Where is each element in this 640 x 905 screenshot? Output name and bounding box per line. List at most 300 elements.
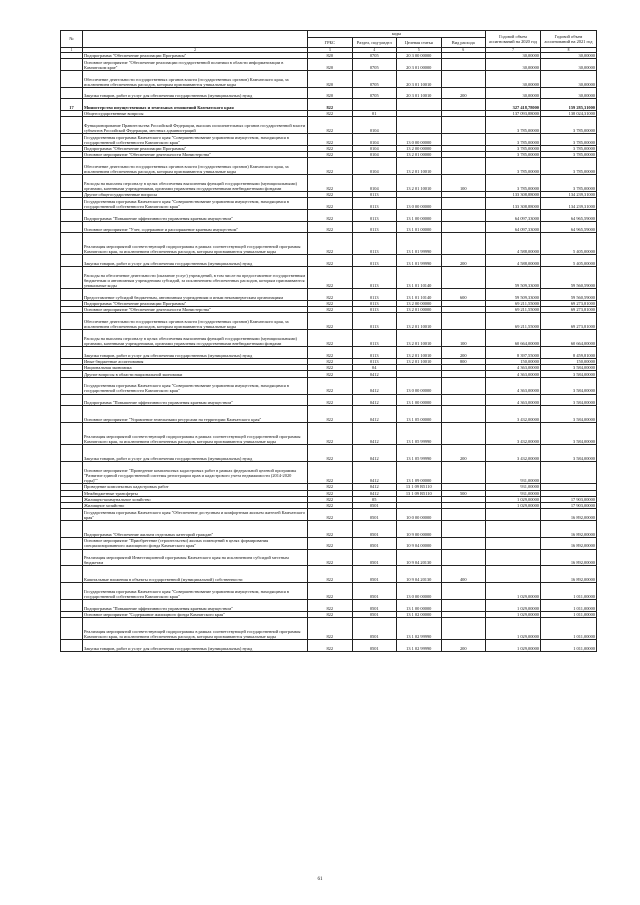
row-name: Обеспечение деятельности государственных органов власти (государственных органов) Камчатского края, за исключением обеспеченных расходов, которым присваиваются уникальные коды	[83, 313, 308, 330]
row-grbs: 822	[308, 233, 353, 255]
row-name: Подпрограмма "Повышение эффективности управления краевым имуществом"	[83, 600, 308, 612]
row-amount-2021: 60 664,00000	[541, 330, 597, 347]
row-amount-2020: 4 363,00000	[486, 394, 541, 406]
row-number	[61, 640, 83, 652]
row-amount-2020: 3 432,00000	[486, 406, 541, 423]
row-target-article: 13 2 01 00000	[397, 307, 442, 313]
row-razdel: 0113	[352, 307, 397, 313]
row-amount-2021: 16 892,00000	[541, 521, 597, 538]
row-amount-2020	[486, 521, 541, 538]
row-grbs: 820	[308, 87, 353, 99]
row-name: Государственная программа Камчатского края "Совершенствование управления имуществом, находящимся в государственной собственности Камчатского края"	[83, 198, 308, 210]
row-razdel: 01	[352, 110, 397, 116]
row-target-article: 13 1 02 99990	[397, 640, 442, 652]
header-razdel: Раздел, под-раздел	[352, 38, 397, 48]
row-grbs: 822	[308, 266, 353, 288]
row-amount-2021: 69 273,81000	[541, 307, 597, 313]
row-razdel: 04	[352, 365, 397, 371]
row-razdel: 0104	[352, 117, 397, 134]
row-expense-type	[441, 521, 486, 538]
row-name: Основное мероприятие "Управление земельными ресурсами на территории Камчатского края"	[83, 406, 308, 423]
row-number	[61, 289, 83, 301]
row-amount-2020: 30,00000	[486, 70, 541, 87]
row-number	[61, 70, 83, 87]
table-row	[61, 600, 597, 612]
row-name: Обеспечение деятельности государственных органов власти (государственных органов) Камчатского края, за исключением обеспеченных расходов, которым присваиваются уникальные коды	[83, 70, 308, 87]
row-name: Подпрограмма "Обеспечение реализации Программы"	[83, 53, 308, 59]
table-row	[61, 152, 597, 158]
row-expense-type	[441, 266, 486, 288]
row-amount-2020: 3 785,00000	[486, 175, 541, 192]
row-name: Основное мероприятие "Обеспечение реализации государственной политики в области информатизации в Камчатском крае"	[83, 59, 308, 71]
row-razdel: 0412	[352, 423, 397, 445]
row-target-article: 13 2 01 00000	[397, 152, 442, 158]
row-amount-2020: 4 363,00000	[486, 371, 541, 377]
row-razdel: 0501	[352, 618, 397, 640]
table-row	[61, 583, 597, 600]
row-expense-type: 600	[441, 289, 486, 301]
row-target-article: 13 1 01 99990	[397, 255, 442, 267]
row-name: Предоставление субсидий бюджетным, автономным учреждениям и иным некоммерческим организациям	[83, 289, 308, 301]
row-grbs: 822	[308, 313, 353, 330]
row-number	[61, 266, 83, 288]
row-amount-2020: 4 588,00000	[486, 255, 541, 267]
row-amount-2021: 3 584,00000	[541, 365, 597, 371]
row-amount-2021: 3 785,00000	[541, 158, 597, 175]
row-razdel: 0113	[352, 358, 397, 364]
row-amount-2020: 3 785,00000	[486, 145, 541, 151]
row-number	[61, 583, 83, 600]
table-row	[61, 70, 597, 87]
row-amount-2021: 3 584,00000	[541, 394, 597, 406]
row-grbs: 822	[308, 117, 353, 134]
row-expense-type: 200	[441, 347, 486, 359]
row-grbs: 822	[308, 611, 353, 617]
row-name: Реализация мероприятий соответствующей подпрограммы в рамках соответствующей государственной программы Камчатского края, за исключением обеспеченных расходов, которым присваиваются уникальные коды	[83, 618, 308, 640]
row-name: Общегосударственные вопросы	[83, 110, 308, 116]
row-grbs: 822	[308, 521, 353, 538]
row-amount-2020: 1 029,00000	[486, 640, 541, 652]
row-number	[61, 462, 83, 484]
table-body	[61, 53, 597, 652]
row-grbs: 822	[308, 371, 353, 377]
row-expense-type: 100	[441, 330, 486, 347]
row-name: Основное мероприятие "Проведение комплексных кадастровых работ в рамках федеральной целевой программы "Развитие единой государственной системы регистрации прав и кадастрового учета недвижимости (2014-2020 годы)""	[83, 462, 308, 484]
column-number: 1	[61, 48, 83, 53]
row-grbs: 822	[308, 484, 353, 490]
row-amount-2021: 134 239,31000	[541, 192, 597, 198]
column-number: 5	[397, 48, 442, 53]
row-amount-2020: 4 363,00000	[486, 365, 541, 371]
table-row	[61, 462, 597, 484]
row-amount-2020: 137 093,88000	[486, 110, 541, 116]
row-grbs: 822	[308, 330, 353, 347]
table-row	[61, 566, 597, 583]
row-name: Подпрограмма "Обеспечение жильем отдельных категорий граждан"	[83, 521, 308, 538]
row-amount-2020	[486, 566, 541, 583]
row-target-article: 13 1 09 R5110	[397, 484, 442, 490]
row-name: Закупка товаров, работ и услуг для обеспечения государственных (муниципальных) нужд	[83, 255, 308, 267]
row-target-article: 20 3 01 00000	[397, 59, 442, 71]
row-expense-type	[441, 313, 486, 330]
table-row	[61, 509, 597, 521]
row-name: Основное мероприятие "Обеспечение деятельности Министерства"	[83, 152, 308, 158]
row-razdel: 0412	[352, 445, 397, 462]
row-number	[61, 87, 83, 99]
row-amount-2020: 1 029,00000	[486, 600, 541, 612]
row-amount-2020: 4 363,00000	[486, 377, 541, 394]
row-amount-2020: 3 785,00000	[486, 134, 541, 146]
row-expense-type: 800	[441, 358, 486, 364]
row-amount-2020: 3 432,00000	[486, 423, 541, 445]
row-amount-2021: 3 584,00000	[541, 445, 597, 462]
table-row	[61, 640, 597, 652]
row-name: Проведение комплексных кадастровых работ	[83, 484, 308, 490]
column-number: 8	[541, 48, 597, 53]
row-amount-2021: 64 965,59000	[541, 221, 597, 233]
row-number	[61, 566, 83, 583]
table-row	[61, 289, 597, 301]
row-target-article: 13 1 01 99990	[397, 233, 442, 255]
row-name: Капитальные вложения в объекты государственной (муниципальной) собственности	[83, 566, 308, 583]
row-grbs: 822	[308, 394, 353, 406]
row-grbs: 822	[308, 490, 353, 496]
row-amount-2020: 64 097,33000	[486, 221, 541, 233]
row-razdel: 0501	[352, 509, 397, 521]
row-expense-type	[441, 221, 486, 233]
row-name: Расходы на выплаты персоналу в целях обеспечения выполнения функций государственными (муниципальными) органами, казенными учреждениями, органами управления государственными внебюджетными фондами	[83, 175, 308, 192]
table-row	[61, 198, 597, 210]
row-name: Государственная программа Камчатского края "Совершенствование управления имуществом, находящимся в государственной собственности Камчатского края"	[83, 134, 308, 146]
row-name: Другие общегосударственные вопросы	[83, 192, 308, 198]
row-razdel: 0104	[352, 158, 397, 175]
row-number	[61, 134, 83, 146]
row-amount-2021: 16 892,00000	[541, 566, 597, 583]
row-amount-2021: 17 903,00000	[541, 496, 597, 502]
table-row	[61, 423, 597, 445]
row-razdel: 0501	[352, 611, 397, 617]
row-razdel: 0412	[352, 462, 397, 484]
row-grbs: 822	[308, 445, 353, 462]
page-number: 61	[317, 877, 323, 882]
row-razdel: 0113	[352, 221, 397, 233]
row-name: Другие вопросы в области национальной экономики	[83, 371, 308, 377]
budget-table	[60, 30, 597, 652]
row-name: Закупка товаров, работ и услуг для обеспечения государственных (муниципальных) нужд	[83, 445, 308, 462]
row-name: Обеспечение деятельности государственных органов власти (государственных органов) Камчатского края, за исключением обеспеченных расходов, которым присваиваются уникальные коды	[83, 158, 308, 175]
table-row	[61, 192, 597, 198]
table-row	[61, 307, 597, 313]
table-row	[61, 300, 597, 306]
row-amount-2020: 3 785,00000	[486, 152, 541, 158]
row-target-article: 13 1 05 99990	[397, 445, 442, 462]
row-expense-type	[441, 583, 486, 600]
row-grbs: 820	[308, 70, 353, 87]
row-amount-2020	[486, 509, 541, 521]
row-grbs: 822	[308, 358, 353, 364]
row-name: Реализация мероприятий соответствующей подпрограммы в рамках соответствующей государственной программы Камчатского края, за исключением обеспеченных расходов, которым присваиваются уникальные коды	[83, 233, 308, 255]
row-grbs: 822	[308, 377, 353, 394]
row-target-article: 13 1 00 00000	[397, 394, 442, 406]
column-number: 4	[352, 48, 397, 53]
row-expense-type: 400	[441, 566, 486, 583]
row-grbs: 822	[308, 503, 353, 509]
table-row	[61, 549, 597, 566]
row-name: Государственная программа Камчатского края "Совершенствование управления имуществом, находящимся в государственной собственности Камчатского края"	[83, 377, 308, 394]
row-target-article: 13 0 00 00000	[397, 198, 442, 210]
row-name: Подпрограмма "Повышение эффективности управления краевым имуществом"	[83, 210, 308, 222]
row-razdel: 0501	[352, 521, 397, 538]
row-razdel: 0113	[352, 300, 397, 306]
row-name: Реализация мероприятий Инвестиционной программы Камчатского края на исключением субсидий местным бюджетам	[83, 549, 308, 566]
row-grbs: 822	[308, 175, 353, 192]
row-amount-2020: 4 588,00000	[486, 233, 541, 255]
row-razdel: 0113	[352, 330, 397, 347]
row-target-article: 13 2 01 10010	[397, 358, 442, 364]
row-amount-2020: 69 211,55000	[486, 300, 541, 306]
row-target-article: 13 2 00 00000	[397, 145, 442, 151]
row-expense-type: 200	[441, 445, 486, 462]
row-target-article	[397, 117, 442, 134]
row-number	[61, 394, 83, 406]
row-target-article: 20 3 01 10010	[397, 87, 442, 99]
row-razdel: 0501	[352, 503, 397, 509]
row-grbs: 822	[308, 145, 353, 151]
row-grbs: 822	[308, 640, 353, 652]
row-grbs: 822	[308, 423, 353, 445]
row-name: Основное мероприятие "Приобретение (строительство) жилых помещений в целях формирования специализированного жилищного фонда Камчатского края"	[83, 537, 308, 549]
row-target-article: 20 3 00 00000	[397, 53, 442, 59]
row-number	[61, 59, 83, 71]
row-amount-2021: 159 285,31000	[541, 99, 597, 111]
row-name: Подпрограмма "Повышение эффективности управления краевым имуществом"	[83, 394, 308, 406]
row-expense-type	[441, 406, 486, 423]
row-target-article	[397, 99, 442, 111]
row-razdel: 0104	[352, 134, 397, 146]
row-amount-2020: 30,00000	[486, 59, 541, 71]
row-amount-2021: 3 584,00000	[541, 377, 597, 394]
row-grbs: 822	[308, 99, 353, 111]
row-target-article: 13 1 02 00000	[397, 611, 442, 617]
row-grbs: 822	[308, 549, 353, 566]
row-amount-2021: 134 239,31000	[541, 198, 597, 210]
row-target-article: 13 1 09 R5110	[397, 490, 442, 496]
row-name: Основное мероприятие "Обеспечение деятельности Министерства"	[83, 307, 308, 313]
column-number: 3	[308, 48, 353, 53]
table-row	[61, 611, 597, 617]
row-target-article: 10 9 04 00000	[397, 537, 442, 549]
row-amount-2021: 3 785,00000	[541, 145, 597, 151]
row-amount-2020: 60 664,00000	[486, 330, 541, 347]
row-amount-2021: 30,00000	[541, 59, 597, 71]
row-expense-type	[441, 117, 486, 134]
row-razdel: 0412	[352, 371, 397, 377]
row-name: Министерство имущественных и земельных отношений Камчатского края	[83, 99, 308, 111]
row-grbs: 822	[308, 255, 353, 267]
row-razdel: 05	[352, 496, 397, 502]
row-amount-2021: 138 024,31000	[541, 110, 597, 116]
row-expense-type	[441, 70, 486, 87]
row-grbs: 822	[308, 462, 353, 484]
row-razdel: 0113	[352, 210, 397, 222]
row-target-article: 13 1 00 00000	[397, 600, 442, 612]
row-expense-type	[441, 377, 486, 394]
row-amount-2020: 931,00000	[486, 484, 541, 490]
row-razdel: 0412	[352, 484, 397, 490]
row-grbs: 822	[308, 210, 353, 222]
row-target-article: 13 1 05 99990	[397, 423, 442, 445]
header-number: №	[61, 31, 83, 48]
row-target-article: 13 0 00 00000	[397, 377, 442, 394]
row-expense-type	[441, 549, 486, 566]
row-target-article: 13 2 01 10010	[397, 330, 442, 347]
table-row	[61, 618, 597, 640]
row-amount-2020: 3 432,00000	[486, 445, 541, 462]
table-row	[61, 87, 597, 99]
row-target-article: 13 1 09 00000	[397, 462, 442, 484]
row-expense-type	[441, 537, 486, 549]
row-amount-2021: 17 903,00000	[541, 503, 597, 509]
row-amount-2020: 69 211,55000	[486, 313, 541, 330]
row-number	[61, 221, 83, 233]
row-target-article: 13 1 02 99990	[397, 618, 442, 640]
row-target-article: 10 0 00 00000	[397, 509, 442, 521]
row-amount-2020: 150,00000	[486, 358, 541, 364]
table-row	[61, 496, 597, 502]
row-amount-2020: 133 308,88000	[486, 198, 541, 210]
row-razdel: 0113	[352, 347, 397, 359]
row-amount-2021: 3 584,00000	[541, 371, 597, 377]
row-name: Закупка товаров, работ и услуг для обеспечения государственных (муниципальных) нужд	[83, 87, 308, 99]
row-target-article: 20 3 01 10010	[397, 70, 442, 87]
row-name: Иные бюджетные ассигнования	[83, 358, 308, 364]
header-codes-group: коды	[308, 31, 486, 38]
row-amount-2020	[486, 549, 541, 566]
column-number: 2	[83, 48, 308, 53]
row-amount-2020: 931,00000	[486, 462, 541, 484]
row-target-article: 13 1 01 10140	[397, 266, 442, 288]
row-razdel	[352, 99, 397, 111]
row-razdel: 0104	[352, 152, 397, 158]
row-number	[61, 600, 83, 612]
row-number	[61, 158, 83, 175]
row-amount-2021: 3 785,00000	[541, 117, 597, 134]
row-razdel: 0412	[352, 394, 397, 406]
row-amount-2021: 30,00000	[541, 53, 597, 59]
row-expense-type	[441, 134, 486, 146]
row-amount-2020: 1 029,00000	[486, 618, 541, 640]
row-amount-2021: 16 892,00000	[541, 509, 597, 521]
table-row	[61, 330, 597, 347]
row-amount-2021: 69 273,81000	[541, 300, 597, 306]
table-row	[61, 221, 597, 233]
table-row	[61, 117, 597, 134]
row-target-article: 13 0 00 00000	[397, 134, 442, 146]
row-razdel: 0113	[352, 198, 397, 210]
row-number	[61, 117, 83, 134]
row-razdel: 0113	[352, 289, 397, 301]
row-expense-type	[441, 618, 486, 640]
row-razdel: 0705	[352, 53, 397, 59]
row-target-article: 13 2 01 10010	[397, 158, 442, 175]
row-target-article: 13 0 00 00000	[397, 583, 442, 600]
row-name: Межбюджетные трансферты	[83, 490, 308, 496]
row-amount-2021: 30,00000	[541, 87, 597, 99]
row-grbs: 822	[308, 289, 353, 301]
row-amount-2021: 3 785,00000	[541, 134, 597, 146]
table-row	[61, 59, 597, 71]
row-name: Закупка товаров, работ и услуг для обеспечения государственных (муниципальных) нужд	[83, 640, 308, 652]
row-razdel: 0705	[352, 70, 397, 87]
row-amount-2021: 1 011,00000	[541, 640, 597, 652]
table-row	[61, 266, 597, 288]
row-amount-2021: 150,00000	[541, 358, 597, 364]
row-number	[61, 537, 83, 549]
table-row	[61, 394, 597, 406]
row-target-article: 13 2 00 00000	[397, 300, 442, 306]
row-number	[61, 198, 83, 210]
table-row	[61, 175, 597, 192]
table-row	[61, 233, 597, 255]
row-expense-type	[441, 99, 486, 111]
row-target-article: 10 9 04 20130	[397, 566, 442, 583]
table-row	[61, 134, 597, 146]
table-row	[61, 145, 597, 151]
column-number: 7	[486, 48, 541, 53]
row-amount-2021	[541, 462, 597, 484]
row-razdel: 0412	[352, 490, 397, 496]
row-expense-type	[441, 233, 486, 255]
row-expense-type	[441, 198, 486, 210]
row-razdel: 0412	[352, 406, 397, 423]
row-name: Жилищное хозяйство	[83, 503, 308, 509]
row-number	[61, 210, 83, 222]
row-razdel: 0705	[352, 59, 397, 71]
row-grbs: 822	[308, 600, 353, 612]
row-amount-2021: 16 892,00000	[541, 549, 597, 566]
row-grbs: 822	[308, 365, 353, 371]
row-number	[61, 313, 83, 330]
row-number	[61, 521, 83, 538]
row-number	[61, 175, 83, 192]
row-grbs: 820	[308, 53, 353, 59]
row-amount-2021: 1 011,00000	[541, 600, 597, 612]
row-number	[61, 347, 83, 359]
row-amount-2020: 3 785,00000	[486, 158, 541, 175]
row-grbs: 822	[308, 158, 353, 175]
row-number	[61, 618, 83, 640]
row-amount-2021: 30,00000	[541, 70, 597, 87]
row-name: Подпрограмма "Обеспечение реализации Программы"	[83, 300, 308, 306]
row-grbs: 822	[308, 347, 353, 359]
row-target-article: 13 1 05 00000	[397, 406, 442, 423]
row-razdel: 0501	[352, 537, 397, 549]
row-amount-2021: 3 785,00000	[541, 152, 597, 158]
row-amount-2020: 1 029,00000	[486, 611, 541, 617]
row-amount-2020: 30,00000	[486, 87, 541, 99]
row-number	[61, 509, 83, 521]
row-number	[61, 423, 83, 445]
row-razdel: 0104	[352, 145, 397, 151]
row-name: Подпрограмма "Обеспечение реализации Программы"	[83, 145, 308, 151]
row-name: Функционирование Правительства Российской Федерации, высших исполнительных органов государственной власти субъектов Российской Федерации, местных администраций	[83, 117, 308, 134]
row-grbs: 822	[308, 134, 353, 146]
row-number	[61, 377, 83, 394]
table-row	[61, 347, 597, 359]
row-number	[61, 233, 83, 255]
row-grbs: 822	[308, 221, 353, 233]
row-name: Государственная программа Камчатского края "Совершенствование управления имуществом, находящимся в государственной собственности Камчатского края"	[83, 583, 308, 600]
